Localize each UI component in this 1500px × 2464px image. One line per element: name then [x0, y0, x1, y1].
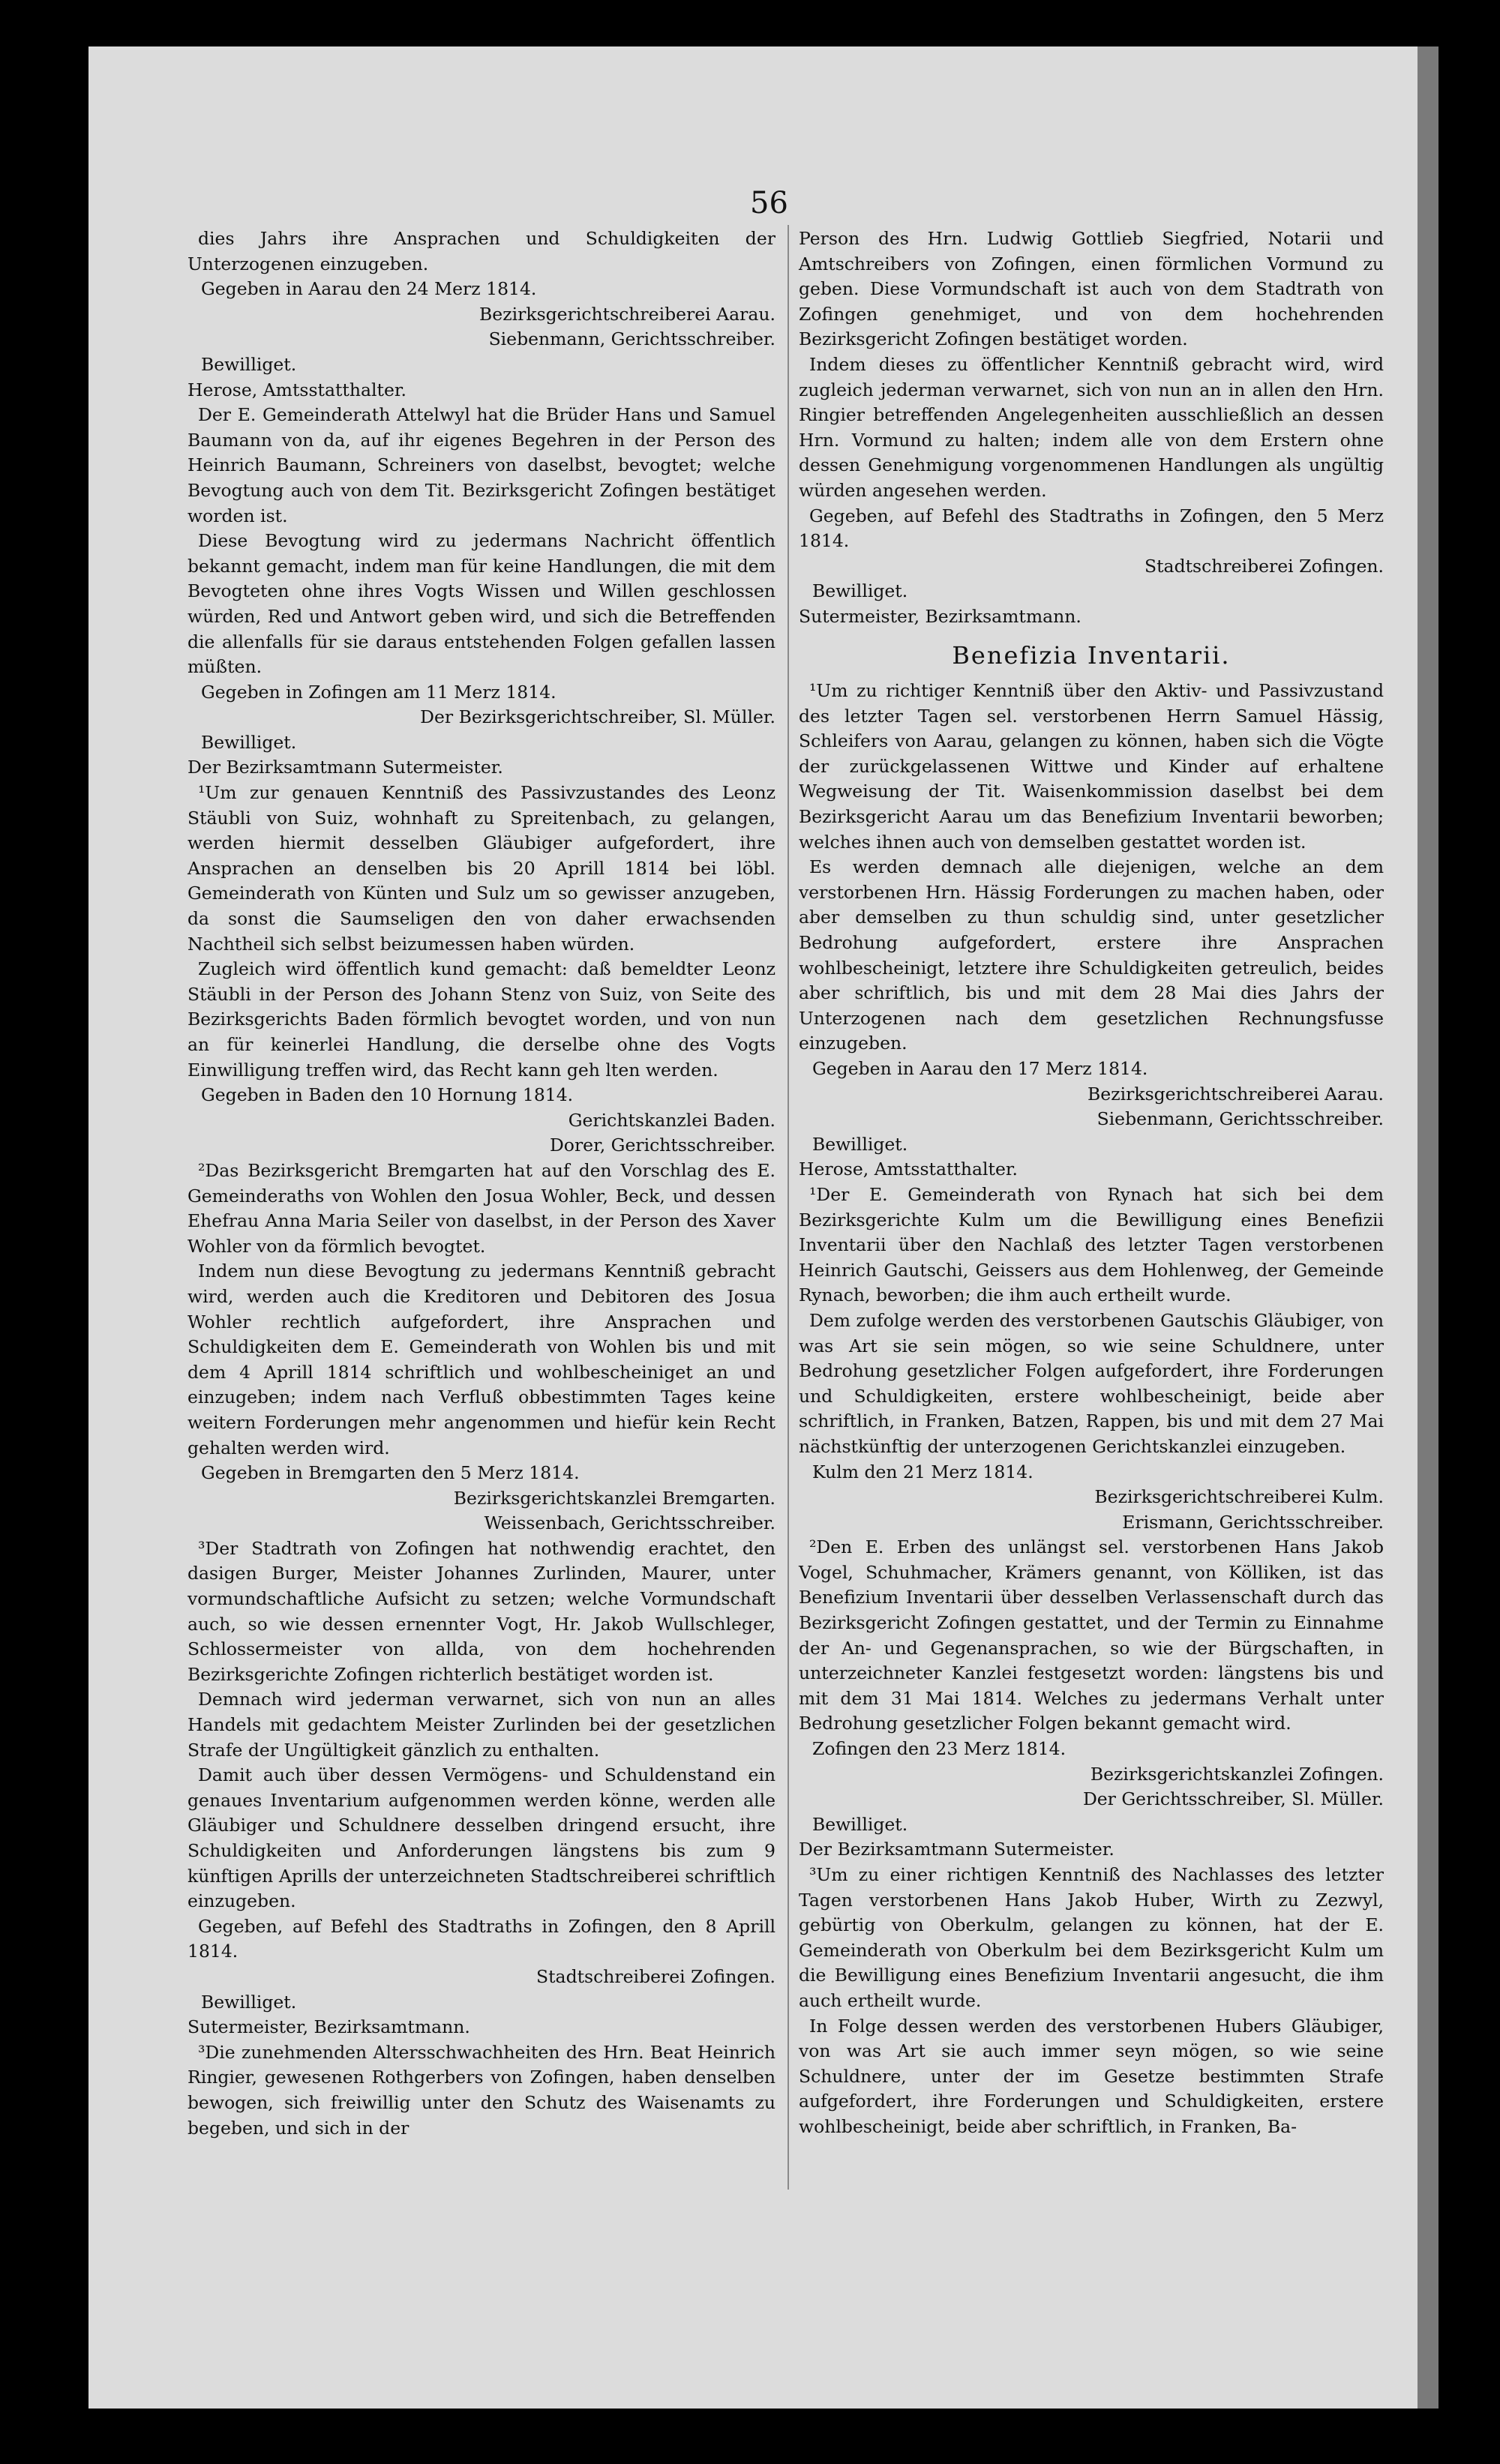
right-column-paragraph: ³Um zu einer richtigen Kenntniß des Nachlasses des letzter Tagen verstorbenen Hans Jakob Huber, Wirth zu Zezwyl, gebürtig von Oberkulm, gelangen zu können, hat der E. Gemeinderath von Oberkulm bei dem Bezirksgericht Kulm um die Bewilligung eines Benefizium Inventarii angesucht, die ihm auch ertheilt wurde. — [799, 1864, 1384, 2011]
right-column-paragraph: Sutermeister, Bezirksamtmann. — [799, 605, 1082, 627]
right-column-paragraph: Person des Hrn. Ludwig Gottlieb Siegfried, Notarii und Amtschreibers von Zofingen, einen förmlichen Vormund zu geben. Diese Vormundschaft ist auch von dem Stadtrath von Zofingen genehmiget, und von dem hochehrenden Bezirksgericht Zofingen bestätiget worden. — [799, 228, 1384, 350]
left-column-paragraph: ³Die zunehmenden Altersschwachheiten des Hrn. Beat Heinrich Ringier, gewesenen Rothgerbers von Zofingen, haben denselben bewogen, sich freiwillig unter den Schutz des Waisenamts zu begeben, und sich in der — [188, 2041, 776, 2139]
left-column-paragraph: ²Das Bezirksgericht Bremgarten hat auf den Vorschlag des E. Gemeinderaths von Wohlen den Josua Wohler, Beck, und dessen Ehefrau Anna Maria Seiler von daselbst, in der Person des Xaver Wohler von da förmlich bevogtet. — [188, 1159, 776, 1257]
right-column — [799, 226, 1384, 2140]
left-column-paragraph: Bewilliget. — [201, 1991, 297, 2013]
left-column-paragraph: Gegeben, auf Befehl des Stadtraths in Zofingen, den 8 Aprill 1814. — [188, 1915, 776, 1962]
page-number: 56 — [750, 186, 788, 220]
right-column-paragraph: Bezirksgerichtschreiberei Aarau. — [1088, 1083, 1384, 1105]
left-column-paragraph: Bezirksgerichtschreiberei Aarau. — [479, 303, 776, 325]
left-column — [188, 226, 776, 2141]
right-column-paragraph: Gegeben, auf Befehl des Stadtraths in Zofingen, den 5 Merz 1814. — [799, 505, 1384, 552]
right-column-paragraph: Der Gerichtsschreiber, Sl. Müller. — [1082, 1788, 1384, 1810]
right-column-paragraph: Der Bezirksamtmann Sutermeister. — [799, 1839, 1114, 1860]
right-column-paragraph: Stadtschreiberei Zofingen. — [1144, 555, 1384, 577]
right-column-paragraph: Bezirksgerichtskanzlei Zofingen. — [1090, 1763, 1384, 1785]
column-divider — [788, 225, 789, 2190]
right-column-paragraph: Zofingen den 23 Merz 1814. — [812, 1738, 1066, 1760]
left-column-paragraph: Dorer, Gerichtsschreiber. — [549, 1135, 776, 1156]
left-column-paragraph: Gegeben in Bremgarten den 5 Merz 1814. — [201, 1462, 580, 1484]
left-column-paragraph: Bewilliget. — [201, 731, 297, 753]
section-heading: Benefizia Inventarii. — [952, 640, 1231, 670]
left-column-paragraph: Gegeben in Baden den 10 Hornung 1814. — [201, 1084, 574, 1106]
right-column-paragraph: In Folge dessen werden des verstorbenen Hubers Gläubiger, von was Art sie auch immer seyn mögen, so wie seine Schuldnere, unter der im Gesetze bestimmten Strafe aufgefordert, ihre Forderungen und Schuldigkeiten, erstere wohlbescheinigt, beide aber schriftlich, in Franken, Ba- — [799, 2015, 1384, 2137]
right-column-paragraph: Bewilliget. — [812, 1133, 908, 1155]
right-column-paragraph: Bewilliget. — [812, 580, 908, 602]
right-column-paragraph: Dem zufolge werden des verstorbenen Gautschis Gläubiger, von was Art sie sein mögen, so wie seine Schuldnere, unter Bedrohung gesetzlicher Folgen aufgefordert, ihre Forderungen und Schuldigkeiten, erstere wohlbescheinigt, beide aber schriftlich, in Franken, Batzen, Rappen, bis und mit dem 27 Mai nächstkünftig der unterzogenen Gerichtskanzlei einzugeben. — [799, 1309, 1384, 1457]
right-column-paragraph: Herose, Amtsstatthalter. — [799, 1159, 1018, 1180]
right-column-paragraph: Erismann, Gerichtsschreiber. — [1122, 1511, 1384, 1533]
left-column-paragraph: Der Bezirksamtmann Sutermeister. — [188, 757, 503, 778]
left-column-paragraph: Der E. Gemeinderath Attelwyl hat die Brüder Hans und Samuel Baumann von da, auf ihr eigenes Begehren in der Person des Heinrich Baumann, Schreiners von daselbst, bevogtet; welche Bevogtung auch von dem Tit. Bezirksgericht Zofingen bestätiget worden ist. — [188, 404, 776, 526]
left-column-paragraph: Zugleich wird öffentlich kund gemacht: daß bemeldter Leonz Stäubli in der Person des Johann Stenz von Suiz, von Seite des Bezirksgerichts Baden förmlich bevogtet worden, und von nun an für keinerlei Handlung, die derselbe ohne des Vogts Einwilligung treffen wird, das Recht kann geh lten werden. — [188, 958, 776, 1081]
right-column-paragraph: Es werden demnach alle diejenigen, welche an dem verstorbenen Hrn. Hässig Forderungen zu machen haben, oder aber demselben zu thun schuldig sind, unter gesetzlicher Bedrohung aufgefordert, erstere ihre Ansprachen wohlbescheinigt, letztere ihre Schuldigkeiten getreulich, beides aber schriftlich, bis und mit dem 28 Mai dies Jahrs der Unterzogenen nach dem gesetzlichen Rechnungsfusse einzugeben. — [799, 856, 1384, 1054]
right-column-paragraph: Bewilliget. — [812, 1813, 908, 1835]
left-column-paragraph: Sutermeister, Bezirksamtmann. — [188, 2016, 470, 2038]
left-column-paragraph: Weissenbach, Gerichtsschreiber. — [484, 1512, 776, 1534]
right-column-paragraph: Kulm den 21 Merz 1814. — [812, 1461, 1034, 1482]
left-column-paragraph: ¹Um zur genauen Kenntniß des Passivzustandes des Leonz Stäubli von Suiz, wohnhaft zu Spreitenbach, zu gelangen, werden hiermit desselben Gläubiger aufgefordert, ihre Ansprachen an denselben bis 20 Aprill 1814 bei löbl. Gemeinderath von Künten und Sulz um so gewisser anzugeben, da sonst die Saumseligen den von daher erwachsenden Nachtheil sich selbst beizumessen haben würden. — [188, 782, 776, 955]
left-column-paragraph: Stadtschreiberei Zofingen. — [536, 1965, 776, 1987]
left-column-paragraph: Bewilliget. — [201, 353, 297, 375]
left-column-paragraph: Herose, Amtsstatthalter. — [188, 379, 406, 400]
left-column-paragraph: Der Bezirksgerichtschreiber, Sl. Müller. — [420, 706, 776, 728]
right-column-paragraph: Indem dieses zu öffentlicher Kenntniß gebracht wird, wird zugleich jederman verwarnet, sich von nun an in allen den Hrn. Ringier betreffenden Angelegenheiten ausschließlich an dessen Hrn. Vormund zu halten; indem alle von dem Erstern ohne dessen Genehmigung vorgenommenen Handlungen als ungültig würden angesehen werden. — [799, 353, 1384, 501]
right-column-paragraph: ²Den E. Erben des unlängst sel. verstorbenen Hans Jakob Vogel, Schuhmacher, Krämers genannt, von Kölliken, ist das Benefizium Inventarii über desselben Verlassenschaft durch das Bezirksgericht Zofingen gestattet, und der Termin zu Einnahme der An- und Gegenansprachen, so wie der Bürgschaften, in unterzeichneter Kanzlei festgesetzt worden: längstens bis und mit dem 31 Mai 1814. Welches zu jedermans Verhalt unter Bedrohung gesetzlicher Folgen bekannt gemacht wird. — [799, 1536, 1384, 1734]
right-column-paragraph: Bezirksgerichtschreiberei Kulm. — [1094, 1486, 1384, 1508]
left-column-paragraph: dies Jahrs ihre Ansprachen und Schuldigkeiten der Unterzogenen einzugeben. — [188, 228, 776, 274]
right-column-paragraph: Siebenmann, Gerichtsschreiber. — [1096, 1108, 1384, 1130]
right-column-paragraph: Gegeben in Aarau den 17 Merz 1814. — [812, 1058, 1148, 1079]
right-column-paragraph: ¹Um zu richtiger Kenntniß über den Aktiv- und Passivzustand des letzter Tagen sel. verstorbenen Herrn Samuel Hässig, Schleifers von Aarau, gelangen zu können, haben sich die Vögte der zurückgelassenen Wittwe und Kinder auf erhaltene Wegweisung der Tit. Waisenkommission daselbst bei dem Bezirksgericht Aarau um das Benefizium Inventarii beworben; welches ihnen auch von demselben gestattet worden ist. — [799, 680, 1384, 853]
left-column-paragraph: Siebenmann, Gerichtsschreiber. — [488, 328, 776, 350]
right-column-paragraph: ¹Der E. Gemeinderath von Rynach hat sich bei dem Bezirksgerichte Kulm um die Bewilligung eines Benefizii Inventarii über den Nachlaß des letzter Tagen verstorbenen Heinrich Gautschi, Geissers aus dem Hohlenweg, der Gemeinde Rynach, beworben; die ihm auch ertheilt wurde. — [799, 1183, 1384, 1306]
left-column-paragraph: Indem nun diese Bevogtung zu jedermans Kenntniß gebracht wird, werden auch die Kreditoren und Debitoren des Josua Wohler rechtlich aufgefordert, ihre Ansprachen und Schuldigkeiten dem E. Gemeinderath von Wohlen bis und mit dem 4 Aprill 1814 schriftlich und wohlbescheiniget an und einzugeben; indem nach Verfluß obbestimmten Tages keine weitern Forderungen mehr angenommen und hiefür kein Recht gehalten werden wird. — [188, 1260, 776, 1458]
left-column-paragraph: Gegeben in Aarau den 24 Merz 1814. — [201, 278, 537, 300]
left-column-paragraph: Gegeben in Zofingen am 11 Merz 1814. — [201, 681, 556, 703]
left-column-paragraph: Gerichtskanzlei Baden. — [568, 1109, 776, 1131]
left-column-paragraph: Bezirksgerichtskanzlei Bremgarten. — [453, 1487, 776, 1509]
left-column-paragraph: Damit auch über dessen Vermögens- und Schuldenstand ein genaues Inventarium aufgenommen werden könne, werden alle Gläubiger und Schuldnere desselben dringend ersucht, ihre Schuldigkeiten und Anforderungen längstens bis zum 9 künftigen Aprills der unterzeichneten Stadtschreiberei schriftlich einzugeben. — [188, 1764, 776, 1912]
left-column-paragraph: ³Der Stadtrath von Zofingen hat nothwendig erachtet, den dasigen Burger, Meister Johannes Zurlinden, Maurer, unter vormundschaftliche Aufsicht zu setzen; welche Vormundschaft auch, so wie dessen ernennter Vogt, Hr. Jakob Wullschleger, Schlossermeister von allda, von dem hochehrenden Bezirksgerichte Zofingen richterlich bestätiget worden ist. — [188, 1537, 776, 1685]
left-column-paragraph: Demnach wird jederman verwarnet, sich von nun an alles Handels mit gedachtem Meister Zurlinden bei der gesetzlichen Strafe der Ungültigkeit gänzlich zu enthalten. — [188, 1689, 776, 1761]
left-column-paragraph: Diese Bevogtung wird zu jedermans Nachricht öffentlich bekannt gemacht, indem man für keine Handlungen, die mit dem Bevogteten ohne ihres Vogts Wissen und Willen geschlossen würden, Red und Antwort geben wird, und sich die Betreffenden die allenfalls für sie daraus entstehenden Folgen gefallen lassen müßten. — [188, 530, 776, 678]
